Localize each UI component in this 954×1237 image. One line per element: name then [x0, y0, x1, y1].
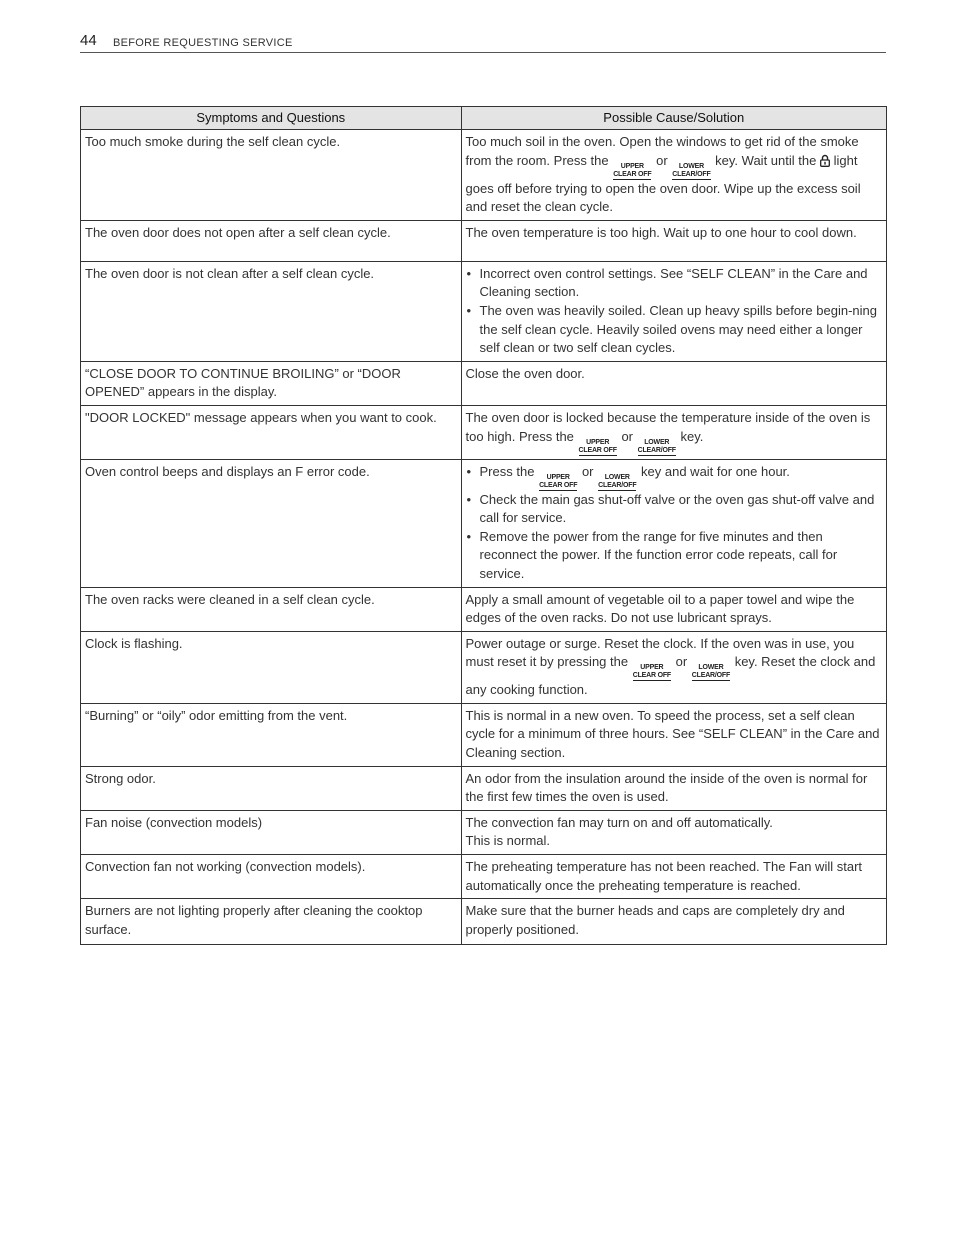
table-row [81, 810, 887, 854]
symptom-cell: Oven control beeps and displays an F error code. [81, 459, 462, 587]
solution-cell [461, 130, 886, 221]
solution-text: key. Wait until the [715, 152, 817, 168]
symptom-cell: “CLOSE DOOR TO CONTINUE BROILING” or “DOOR OPENED” appears in the display. [81, 361, 462, 405]
lock-icon [820, 154, 830, 173]
page-header [80, 34, 886, 53]
symptom-cell: "DOOR LOCKED" message appears when you want to cook. [81, 405, 462, 459]
upper-clear-off-key-icon: UPPER CLEAR OFF [578, 438, 617, 454]
table-row [81, 703, 887, 766]
solution-line: This is normal. [465, 833, 551, 849]
solution-cell: Make sure that the burner heads and caps are completely dry and properly positioned. [461, 899, 886, 945]
solution-text: The oven door is locked because the temperature inside of the oven is too high. Press the [465, 409, 871, 444]
column-header-symptoms: Symptoms and Questions [81, 107, 462, 130]
troubleshooting-table [80, 106, 887, 945]
symptom-cell: “Burning” or “oily” odor emitting from the vent. [81, 703, 462, 766]
table-row [81, 899, 887, 945]
solution-bullet-list [466, 265, 882, 358]
lower-clear-off-key-icon: LOWER CLEAR/OFF [691, 664, 731, 680]
solution-text: light goes off before trying to open the oven door. Wipe up the excess soil and reset the clean cycle. [465, 152, 861, 215]
solution-cell: An odor from the insulation around the inside of the oven is normal for the first few times the oven is used. [461, 766, 886, 810]
table-row [81, 130, 887, 221]
table-row [81, 261, 887, 361]
solution-text: key. [680, 428, 704, 444]
symptom-cell: Convection fan not working (convection models). [81, 855, 462, 899]
table-row [81, 405, 887, 459]
solution-text: Power outage or surge. Reset the clock. If the oven was in use, you must reset it by pressing the [465, 635, 855, 670]
section-title: BEFORE REQUESTING SERVICE [113, 37, 293, 49]
table-row [81, 459, 887, 587]
bullet-item: • Remove the power from the range for five minutes and then reconnect the power. If the function error code repeats, call for service. [466, 528, 882, 584]
solution-cell [461, 261, 886, 361]
lower-clear-off-key-icon: LOWER CLEAR/OFF [672, 162, 711, 178]
table-header-row [81, 107, 887, 130]
solution-line: The convection fan may turn on and off automatically. [465, 814, 773, 830]
upper-clear-off-key-icon: UPPER CLEAR OFF [613, 162, 652, 178]
solution-cell [461, 631, 886, 703]
bullet-item: • Incorrect oven control settings. See “SELF CLEAN” in the Care and Cleaning section. [466, 265, 882, 302]
solution-text: or [656, 152, 668, 168]
solution-cell: The preheating temperature has not been reached. The Fan will start automatically once the preheating temperature is reached. [461, 855, 886, 899]
upper-clear-off-key-icon: UPPER CLEAR OFF [539, 473, 578, 489]
symptom-cell: Strong odor. [81, 766, 462, 810]
table-row [81, 855, 887, 899]
symptom-cell: The oven door is not clean after a self clean cycle. [81, 261, 462, 361]
symptom-cell: Clock is flashing. [81, 631, 462, 703]
solution-cell [461, 405, 886, 459]
table-row [81, 766, 887, 810]
solution-text: or [621, 428, 633, 444]
symptom-cell: Too much smoke during the self clean cycle. [81, 130, 462, 221]
solution-text: key. Reset the clock and any cooking function. [465, 654, 876, 698]
lower-clear-off-key-icon: LOWER CLEAR/OFF [637, 438, 676, 454]
symptom-cell: The oven racks were cleaned in a self clean cycle. [81, 587, 462, 631]
solution-bullet-list [466, 463, 882, 584]
solution-cell [461, 459, 886, 587]
solution-cell [461, 810, 886, 854]
bullet-item: • Press the UPPER CLEAR OFF or LOWER CLEAR/OFF key and wait for one hour. [466, 463, 882, 491]
column-header-solution: Possible Cause/Solution [461, 107, 886, 130]
solution-cell: The oven temperature is too high. Wait up to one hour to cool down. [461, 220, 886, 261]
lower-clear-off-key-icon: LOWER CLEAR/OFF [598, 473, 637, 489]
solution-text: or [675, 654, 688, 670]
bullet-item: • The oven was heavily soiled. Clean up heavy spills before begin-ning the self clean cycle. Heavily soiled ovens may need either a longer self clean or two self clean cycles. [466, 302, 882, 358]
symptom-cell: The oven door does not open after a self clean cycle. [81, 220, 462, 261]
table-row [81, 631, 887, 703]
symptom-cell: Burners are not lighting properly after cleaning the cooktop surface. [81, 899, 462, 945]
solution-cell: Apply a small amount of vegetable oil to a paper towel and wipe the edges of the oven racks. Do not use lubricant sprays. [461, 587, 886, 631]
table-row [81, 220, 887, 261]
solution-cell: Close the oven door. [461, 361, 886, 405]
upper-clear-off-key-icon: UPPER CLEAR OFF [632, 664, 671, 680]
symptom-cell: Fan noise (convection models) [81, 810, 462, 854]
bullet-item: • Check the main gas shut-off valve or the oven gas shut-off valve and call for service. [466, 491, 882, 528]
page-number: 44 [80, 32, 97, 49]
solution-cell: This is normal in a new oven. To speed the process, set a self clean cycle for a minimum of three hours. See “SELF CLEAN” in the Care and Cleaning section. [461, 703, 886, 766]
solution-text: Too much soil in the oven. Open the windows to get rid of the smoke from the room. Press the [465, 134, 859, 168]
table-row [81, 587, 887, 631]
table-row [81, 361, 887, 405]
